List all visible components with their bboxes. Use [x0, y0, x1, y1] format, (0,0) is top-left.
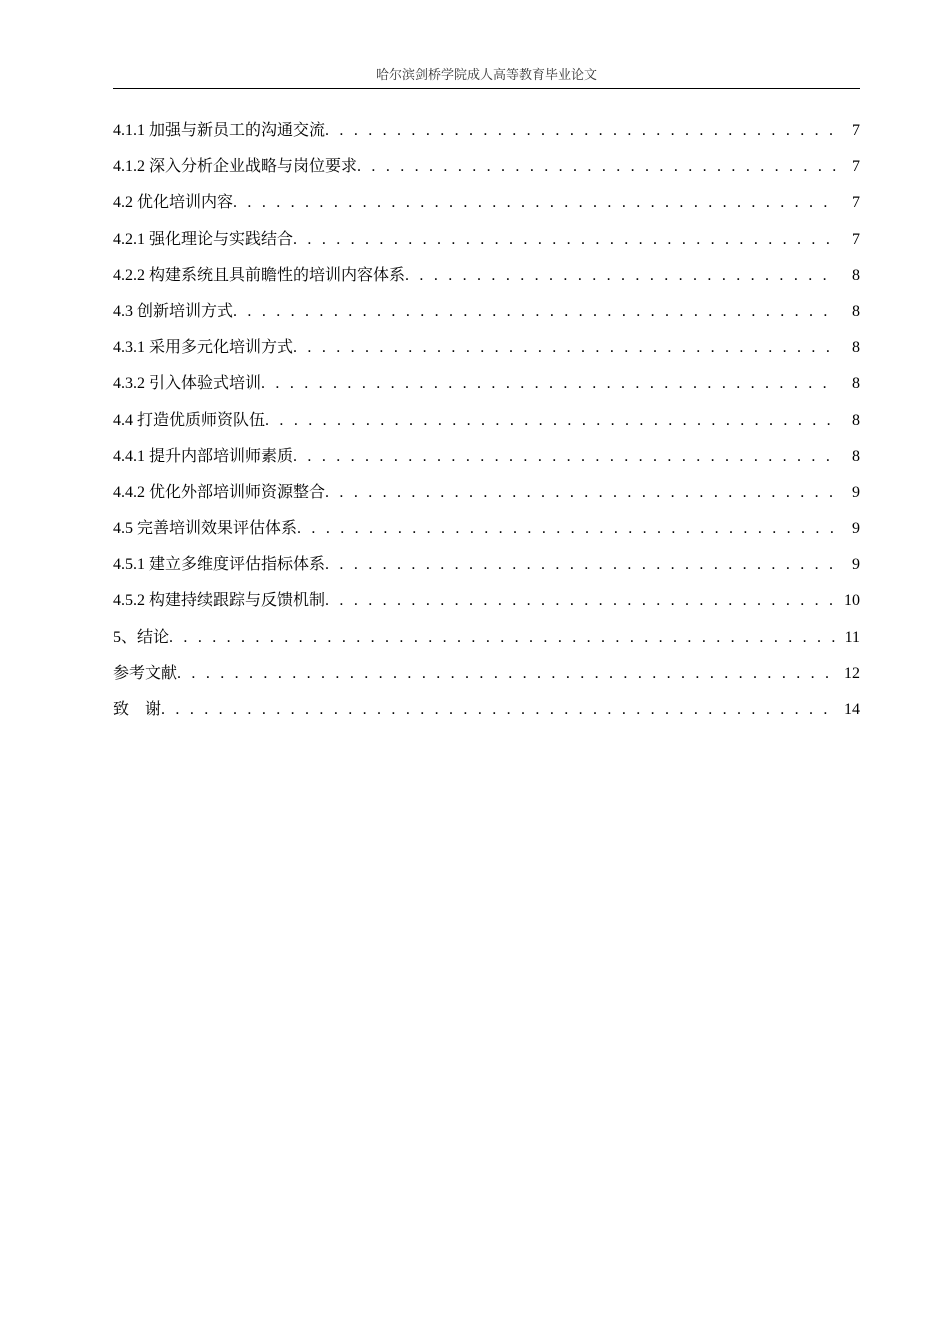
- toc-entry-title: 4.4.2 优化外部培训师资源整合: [113, 483, 326, 501]
- toc-dot-leader: [325, 551, 836, 579]
- toc-entry[interactable]: [113, 189, 860, 225]
- toc-entry-page: 11: [844, 628, 860, 646]
- toc-entry-title: 4.3.2 引入体验式培训: [113, 375, 262, 393]
- toc-dot-leader: [325, 479, 836, 507]
- toc-entry[interactable]: [113, 443, 860, 479]
- toc-entry-title: 4.5.2 构建持续跟踪与反馈机制: [113, 592, 326, 610]
- toc-entry-title: 4.3 创新培训方式: [113, 302, 234, 320]
- toc-dot-leader: [169, 624, 836, 652]
- toc-dot-leader: [261, 370, 836, 398]
- toc-entry-page: 14: [844, 701, 860, 718]
- toc-entry-page: 8: [852, 375, 860, 393]
- toc-dot-leader: [357, 153, 836, 181]
- toc-entry-page: 7: [852, 122, 860, 139]
- toc-entry[interactable]: [113, 479, 860, 515]
- toc-entry-page: 8: [852, 302, 860, 320]
- toc-entry-title: 4.2.2 构建系统且具前瞻性的培训内容体系: [113, 266, 406, 284]
- toc-entry-title: 5、结论: [113, 628, 170, 646]
- toc-dot-leader: [265, 407, 836, 435]
- toc-dot-leader: [177, 660, 836, 688]
- toc-dot-leader: [325, 117, 836, 145]
- toc-entry-page: 9: [852, 483, 860, 501]
- toc-entry-page: 7: [852, 194, 860, 212]
- toc-entry[interactable]: [113, 153, 860, 189]
- toc-entry[interactable]: [113, 660, 860, 696]
- toc-entry-page: 10: [844, 592, 860, 610]
- toc-entry-page: 12: [844, 664, 860, 682]
- toc-entry-title: 4.5 完善培训效果评估体系: [113, 520, 298, 538]
- toc-dot-leader: [297, 515, 836, 543]
- toc-entry[interactable]: [113, 117, 860, 153]
- toc-entry[interactable]: [113, 624, 860, 660]
- toc-entry-title: 4.1.2 深入分析企业战略与岗位要求: [113, 158, 358, 176]
- toc-entry[interactable]: [113, 370, 860, 406]
- toc-entry-title: 参考文献: [113, 664, 178, 682]
- toc-entry-page: 9: [852, 520, 860, 538]
- toc-dot-leader: [293, 226, 836, 254]
- toc-entry-page: 8: [852, 266, 860, 284]
- toc-entry-title: 4.4 打造优质师资队伍: [113, 411, 266, 429]
- toc-entry-page: 8: [852, 411, 860, 429]
- toc-entry-title: 4.2.1 强化理论与实践结合: [113, 230, 294, 248]
- toc-dot-leader: [233, 189, 836, 217]
- toc-entry[interactable]: [113, 515, 860, 551]
- toc-entry-title: 4.1.1 加强与新员工的沟通交流: [113, 122, 326, 139]
- toc-entry-title: 4.4.1 提升内部培训师素质: [113, 447, 294, 465]
- toc-entry[interactable]: [113, 551, 860, 587]
- toc-entry-title: 4.2 优化培训内容: [113, 194, 234, 212]
- toc-dot-leader: [161, 696, 836, 724]
- toc-entry-page: 7: [852, 158, 860, 176]
- toc-entry-page: 9: [852, 556, 860, 574]
- page-header: 哈尔滨剑桥学院成人高等教育毕业论文: [113, 63, 860, 89]
- toc-entry[interactable]: [113, 696, 860, 732]
- toc-dot-leader: [405, 262, 836, 290]
- toc-entry[interactable]: [113, 334, 860, 370]
- toc-entry-page: 7: [852, 230, 860, 248]
- toc-dot-leader: [233, 298, 836, 326]
- toc-entry-title: 4.5.1 建立多维度评估指标体系: [113, 556, 326, 574]
- toc-dot-leader: [325, 587, 836, 615]
- toc-entry-title: 致 谢: [113, 701, 162, 718]
- toc-entry[interactable]: [113, 407, 860, 443]
- toc-entry-page: 8: [852, 339, 860, 357]
- toc-entry[interactable]: [113, 587, 860, 623]
- toc-entry[interactable]: [113, 262, 860, 298]
- toc-entry-title: 4.3.1 采用多元化培训方式: [113, 339, 294, 357]
- toc-entry[interactable]: [113, 298, 860, 334]
- toc-dot-leader: [293, 443, 836, 471]
- table-of-contents: [113, 117, 860, 732]
- toc-entry-page: 8: [852, 447, 860, 465]
- toc-dot-leader: [293, 334, 836, 362]
- toc-entry[interactable]: [113, 226, 860, 262]
